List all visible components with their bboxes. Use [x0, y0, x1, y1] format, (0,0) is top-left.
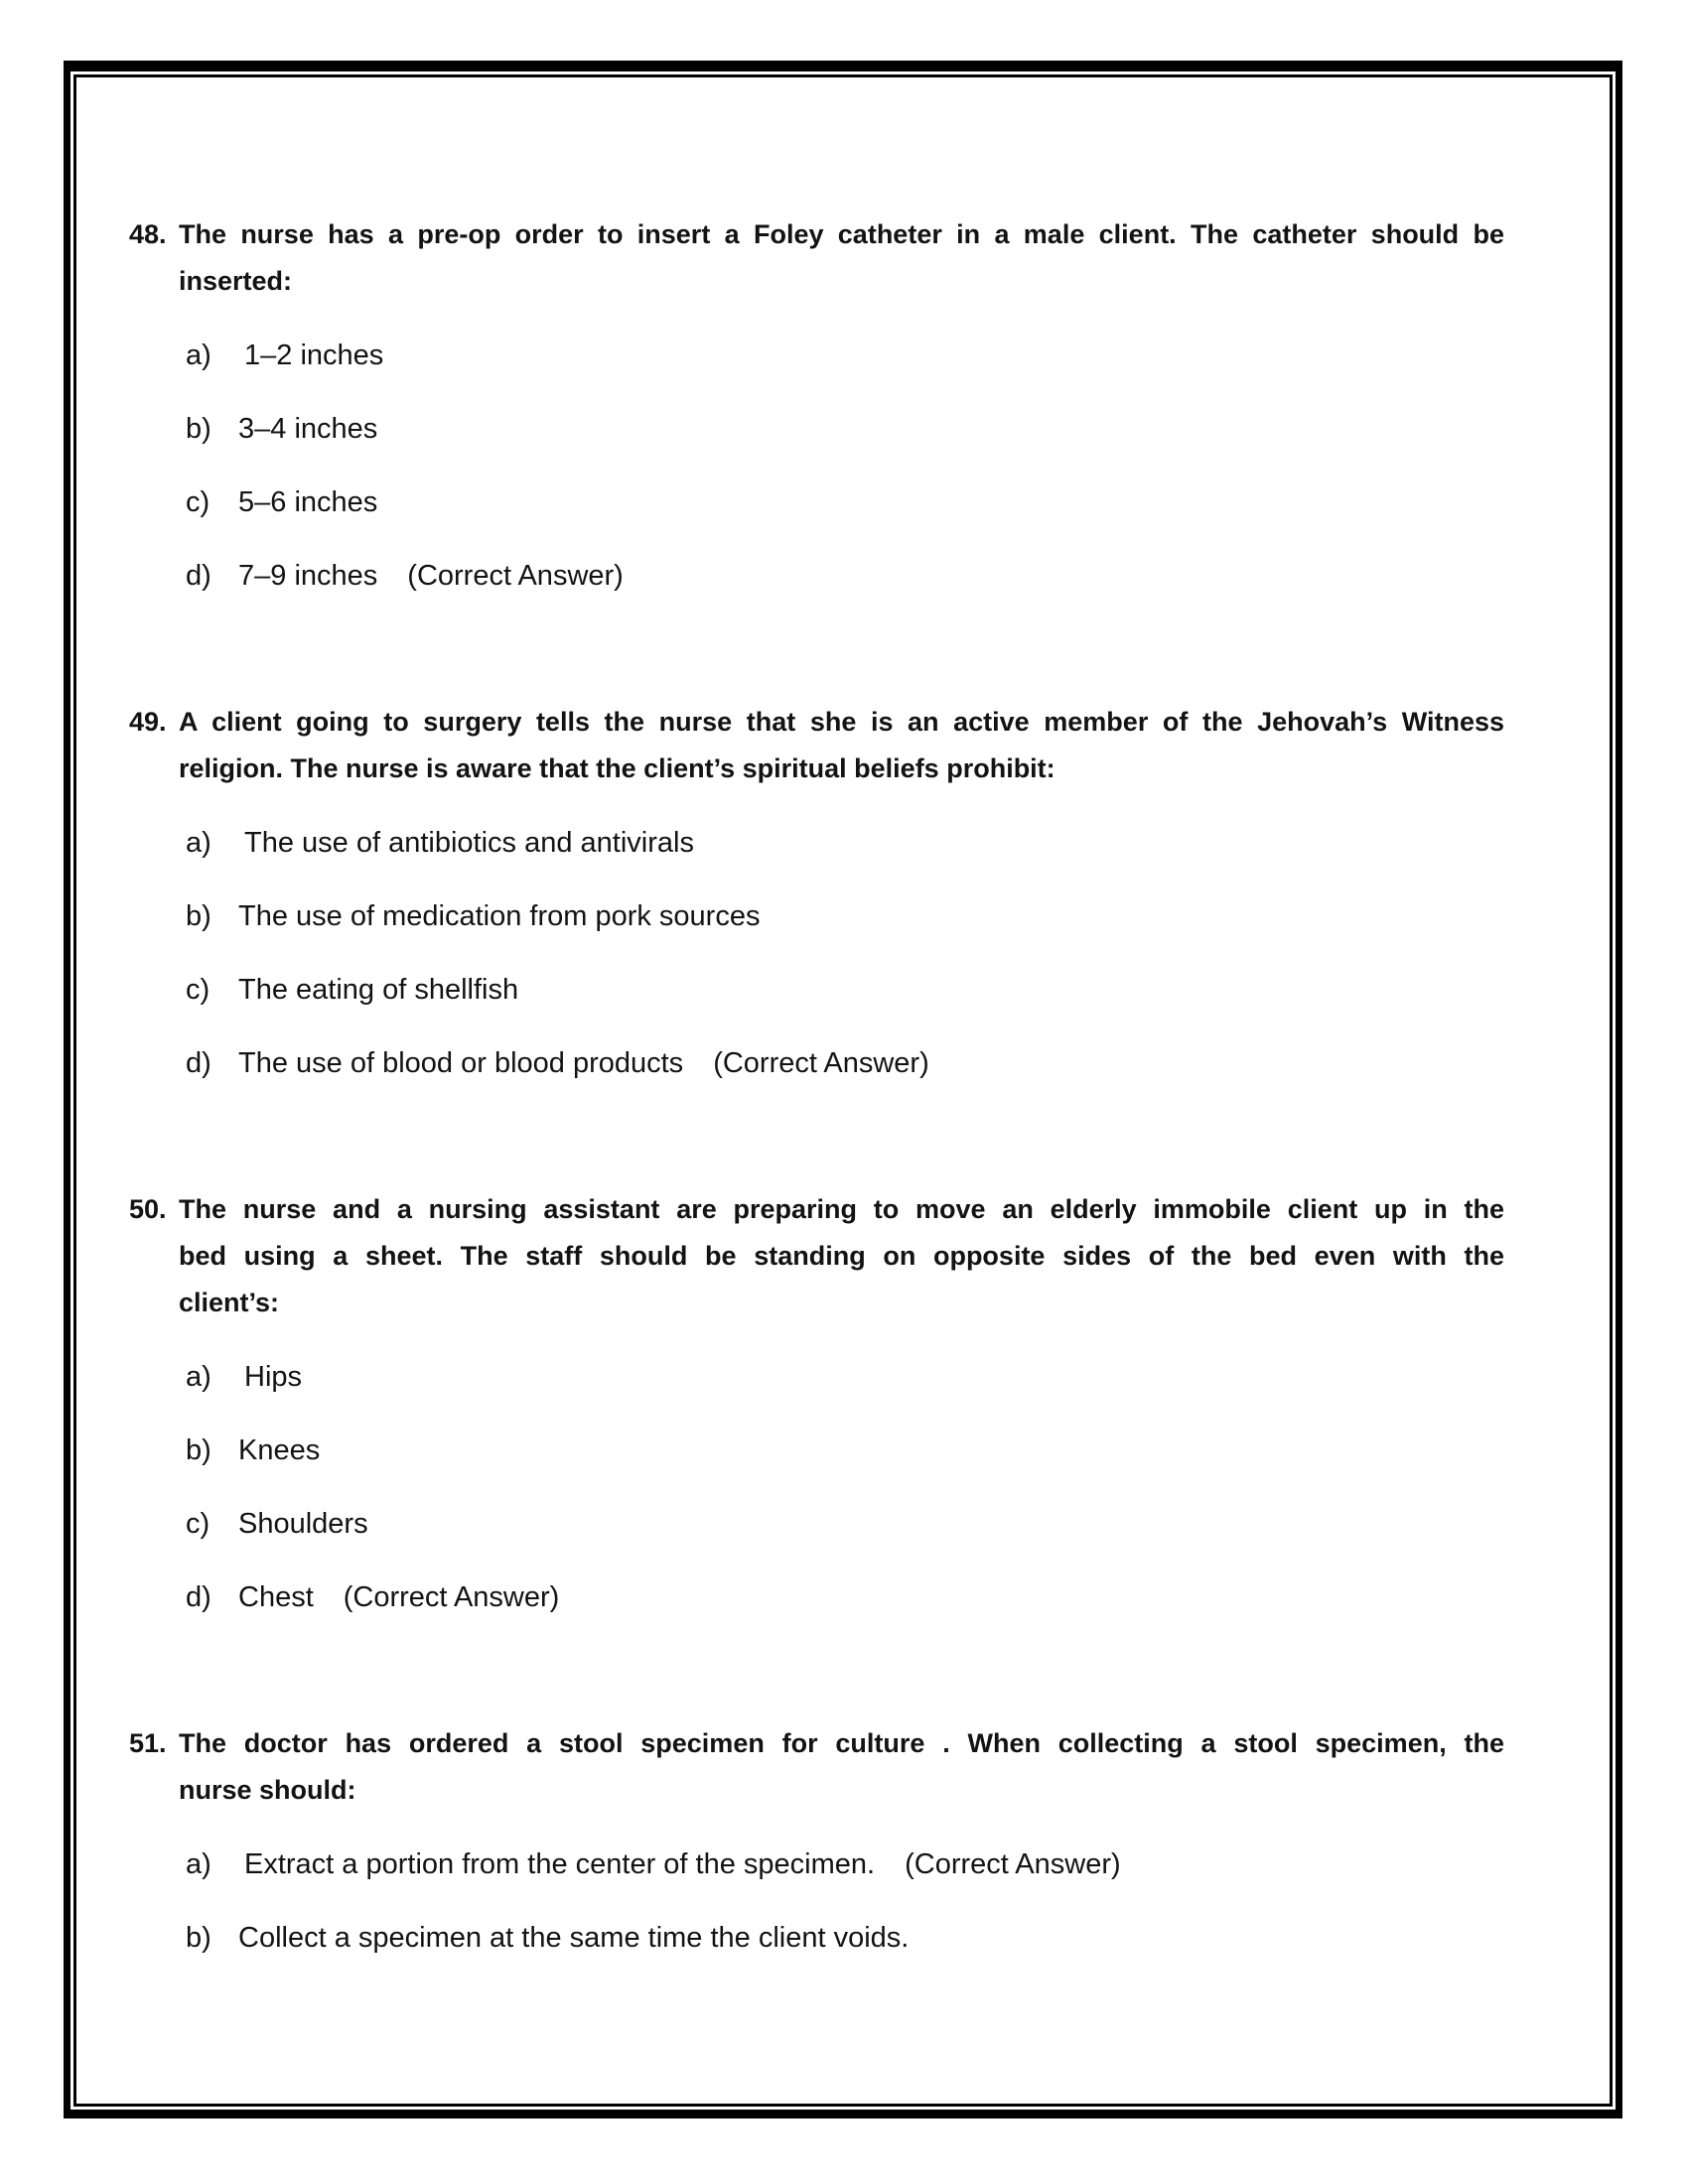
question-text-line: religion. The nurse is aware that the client’s spiritual beliefs prohibit:: [179, 753, 1055, 783]
question-number: 48.: [129, 219, 167, 249]
option-text: Knees: [238, 1434, 321, 1466]
correct-answer-tag: (Correct Answer): [905, 1848, 1121, 1880]
option-label: b): [186, 1922, 211, 1954]
option-text: The eating of shellfish: [238, 974, 519, 1006]
question-text: [179, 1186, 1504, 1326]
option-label: b): [186, 900, 211, 932]
options-list: [186, 1354, 1504, 1621]
question-text: [179, 211, 1504, 305]
option-label: a): [186, 827, 211, 859]
question-head: [129, 211, 1504, 305]
question-text-line: The nurse and a nursing assistant are preparing to move an elderly immobile client up in the: [179, 1194, 1504, 1224]
option-label: d): [186, 1047, 211, 1079]
question-head: [129, 1720, 1504, 1814]
question-text: [179, 699, 1504, 792]
question-text-line: inserted:: [179, 266, 293, 296]
options-list: [186, 820, 1504, 1087]
question-text-line: nurse should:: [179, 1775, 356, 1805]
option-text: 5–6 inches: [238, 486, 378, 518]
option-text: 7–9 inches: [238, 560, 378, 592]
option-text: The use of antibiotics and antivirals: [244, 827, 694, 859]
question-text-line: The nurse has a pre-op order to insert a Foley catheter in a male client. The catheter should be: [179, 219, 1504, 249]
option-label: d): [186, 560, 211, 592]
page-content: [129, 83, 1504, 1962]
option-row: [186, 1915, 1504, 1962]
option-text: Shoulders: [238, 1508, 368, 1540]
option-row: [186, 1428, 1504, 1474]
option-label: c): [186, 1508, 211, 1540]
option-row: [186, 406, 1504, 453]
option-row: [186, 1040, 1504, 1087]
question-51: [129, 1720, 1504, 1962]
option-row: [186, 1574, 1504, 1621]
option-label: a): [186, 340, 211, 371]
option-text: Hips: [244, 1361, 303, 1393]
option-row: [186, 820, 1504, 867]
question-text-line: A client going to surgery tells the nurse that she is an active member of the Jehovah’s Witness: [179, 707, 1504, 737]
option-row: [186, 967, 1504, 1014]
question-number: 51.: [129, 1728, 167, 1758]
option-row: [186, 1354, 1504, 1401]
question-49: [129, 699, 1504, 1087]
question-head: [129, 699, 1504, 792]
option-text: 3–4 inches: [238, 413, 378, 445]
question-text-line: client’s:: [179, 1288, 280, 1317]
options-list: [186, 333, 1504, 600]
option-text: The use of blood or blood products: [238, 1047, 684, 1079]
option-row: [186, 479, 1504, 526]
question-number: 50.: [129, 1194, 167, 1224]
options-list: [186, 1842, 1504, 1962]
option-label: d): [186, 1581, 211, 1613]
option-label: c): [186, 974, 211, 1006]
question-48: [129, 211, 1504, 600]
option-row: [186, 1501, 1504, 1548]
option-text: Chest: [238, 1581, 314, 1613]
option-text: Extract a portion from the center of the specimen.: [244, 1848, 876, 1880]
option-label: c): [186, 486, 211, 518]
option-row: [186, 1842, 1504, 1888]
question-number: 49.: [129, 707, 167, 737]
option-row: [186, 893, 1504, 940]
question-50: [129, 1186, 1504, 1621]
option-label: b): [186, 413, 211, 445]
option-text: The use of medication from pork sources: [238, 900, 761, 932]
option-label: b): [186, 1434, 211, 1466]
question-text-line: bed using a sheet. The staff should be standing on opposite sides of the bed even with the: [179, 1241, 1504, 1271]
question-text: [179, 1720, 1504, 1814]
question-head: [129, 1186, 1504, 1326]
option-row: [186, 553, 1504, 600]
correct-answer-tag: (Correct Answer): [713, 1047, 929, 1079]
option-text: 1–2 inches: [244, 340, 384, 371]
option-row: [186, 333, 1504, 379]
option-text: Collect a specimen at the same time the client voids.: [238, 1922, 910, 1954]
correct-answer-tag: (Correct Answer): [343, 1581, 560, 1613]
correct-answer-tag: (Correct Answer): [407, 560, 624, 592]
option-label: a): [186, 1361, 211, 1393]
question-text-line: The doctor has ordered a stool specimen for culture . When collecting a stool specimen, the: [179, 1728, 1504, 1758]
option-label: a): [186, 1848, 211, 1880]
